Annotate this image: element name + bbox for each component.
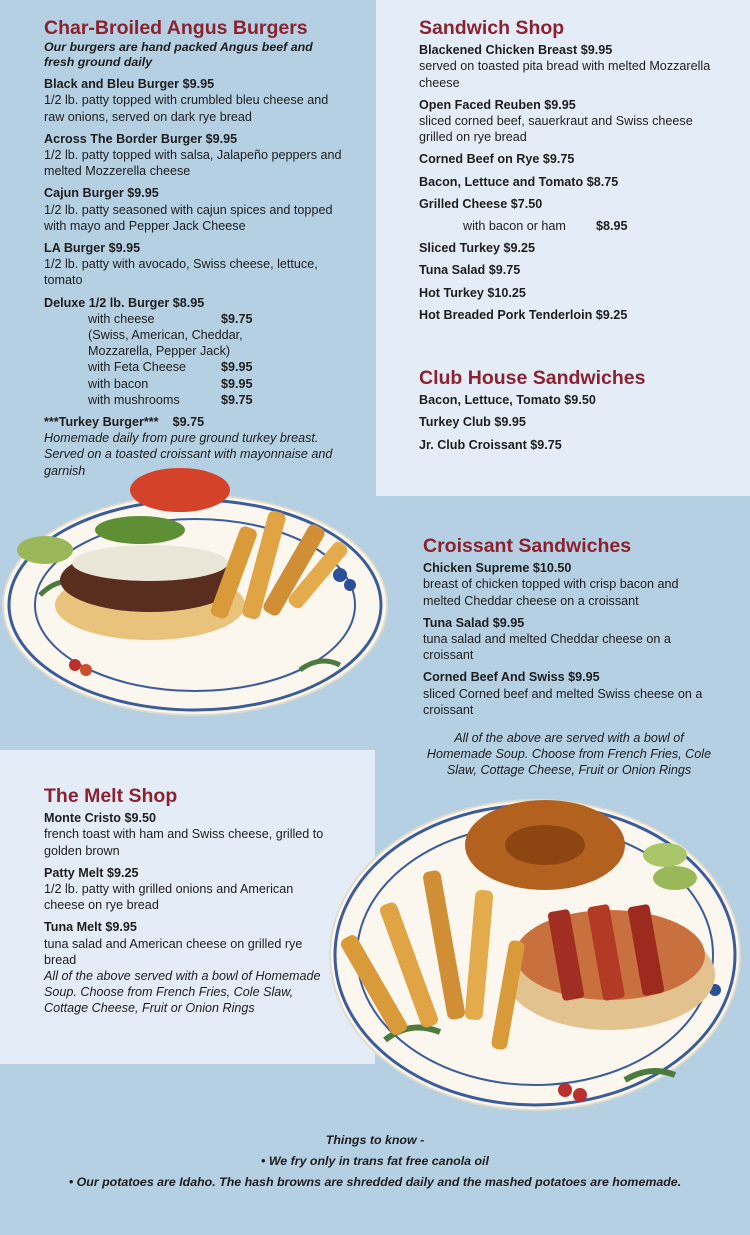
turkey-header (44, 414, 344, 430)
menu-item: Jr. Club Croissant $9.75 (419, 437, 562, 452)
item-desc: sliced corned beef, sauerkraut and Swiss cheese grilled on rye bread (419, 114, 693, 145)
option-price: $9.75 (221, 311, 253, 326)
menu-item: Grilled Cheese $7.50 (419, 196, 543, 211)
menu-item: Hot Breaded Pork Tenderloin $9.25 (419, 307, 628, 322)
footer-heading: Things to know - (325, 1133, 425, 1147)
option-row (419, 218, 719, 234)
menu-item: Bacon, Lettuce and Tomato $8.75 (419, 174, 619, 189)
menu-item (44, 865, 334, 914)
croissant-title: Croissant Sandwiches (423, 535, 632, 557)
item-name: Open Faced Reuben $9.95 (419, 97, 576, 112)
menu-item (423, 669, 715, 718)
option-label: with cheese (88, 311, 155, 326)
item-name: Tuna Melt $9.95 (44, 920, 137, 935)
option-price: $8.95 (596, 219, 628, 234)
item-desc: 1/2 lb. patty seasoned with cajun spices and topped with mayo and Pepper Jack Cheese (44, 202, 333, 233)
footer (0, 1130, 750, 1193)
option-row (44, 376, 344, 392)
menu-item (44, 810, 334, 859)
item-name: Across The Border Burger $9.95 (44, 131, 238, 146)
menu-item: Corned Beef on Rye $9.75 (419, 152, 575, 167)
item-name: Cajun Burger $9.95 (44, 186, 159, 201)
menu-item (419, 97, 719, 146)
menu-item (423, 615, 715, 664)
menu-item: Hot Turkey $10.25 (419, 285, 526, 300)
item-desc: 1/2 lb. patty with avocado, Swiss cheese, lettuce, tomato (44, 257, 318, 288)
item-name: Monte Cristo $9.50 (44, 811, 156, 826)
item-desc: served on toasted pita bread with melted Mozzarella cheese (419, 59, 711, 90)
menu-item-turkey (44, 414, 344, 479)
menu-item (423, 560, 715, 609)
menu-item: Sliced Turkey $9.25 (419, 241, 535, 256)
sandwich-section (419, 17, 719, 323)
menu-item: Tuna Salad $9.75 (419, 263, 521, 278)
item-desc: 1/2 lb. patty with grilled onions and American cheese on rye bread (44, 882, 294, 913)
option-price: $9.95 (221, 360, 253, 375)
menu-item (44, 240, 344, 289)
item-desc: french toast with ham and Swiss cheese, grilled to golden brown (44, 827, 324, 858)
menu-item (44, 919, 334, 968)
option-row (44, 327, 344, 359)
melt-note: All of the above served with a bowl of Homemade Soup. Choose from French Fries, Cole Slaw, Cottage Cheese, Fruit or Onion Rings (44, 969, 321, 1016)
croissant-plate-image (325, 790, 743, 1120)
menu-item (44, 76, 344, 125)
club-section (419, 367, 719, 453)
melt-section (44, 785, 334, 1017)
item-desc: tuna salad and American cheese on grilled rye bread (44, 936, 303, 967)
item-name: Blackened Chicken Breast $9.95 (419, 43, 613, 58)
croissant-section (423, 535, 715, 779)
option-label: with Feta Cheese (88, 360, 187, 375)
option-row (44, 392, 344, 408)
menu-item (419, 42, 719, 91)
menu-item: Bacon, Lettuce, Tomato $9.50 (419, 393, 596, 408)
burger-plate-image (0, 465, 395, 720)
option-price: $9.75 (221, 392, 253, 407)
footer-line: • Our potatoes are Idaho. The hash browns are shredded daily and the mashed potatoes are homemade. (68, 1175, 682, 1189)
menu-item-deluxe (44, 295, 344, 408)
club-title: Club House Sandwiches (419, 367, 646, 389)
item-desc: 1/2 lb. patty topped with crumbled bleu cheese and raw onions, served on dark rye bread (44, 93, 329, 124)
melt-title: The Melt Shop (44, 785, 178, 807)
item-name: Black and Bleu Burger $9.95 (44, 77, 215, 92)
option-row (44, 359, 344, 375)
footer-line: • We fry only in trans fat free canola oil (261, 1154, 489, 1168)
option-label: with mushrooms (88, 392, 180, 407)
croissant-note: All of the above are served with a bowl of Homemade Soup. Choose from French Fries, Cole Slaw, Cottage Cheese, Fruit or Onion Rings (426, 731, 712, 778)
burgers-section (44, 17, 344, 479)
burgers-subtitle: Our burgers are hand packed Angus beef and fresh ground daily (44, 40, 313, 70)
option-label: with bacon or ham (463, 219, 566, 234)
sandwich-title: Sandwich Shop (419, 17, 565, 39)
menu-item (44, 131, 344, 180)
burgers-title: Char-Broiled Angus Burgers (44, 17, 308, 39)
menu-item (44, 185, 344, 234)
item-name: Deluxe 1/2 lb. Burger $8.95 (44, 295, 205, 310)
option-label: with bacon (88, 376, 149, 391)
item-desc: sliced Corned beef and melted Swiss cheese on a croissant (423, 686, 703, 717)
item-name: Corned Beef And Swiss $9.95 (423, 670, 600, 685)
item-name: Patty Melt $9.25 (44, 865, 139, 880)
item-name: Tuna Salad $9.95 (423, 615, 525, 630)
item-name: Chicken Supreme $10.50 (423, 561, 572, 576)
item-price: $9.75 (172, 415, 205, 430)
item-desc: breast of chicken topped with crisp bacon and melted Cheddar cheese on a croissant (423, 577, 679, 608)
item-desc: Homemade daily from pure ground turkey breast. Served on a toasted croissant with mayonnaise and garnish (44, 431, 333, 478)
option-row (44, 311, 344, 327)
option-price: $9.95 (221, 376, 253, 391)
option-label: (Swiss, American, Cheddar, Mozzarella, Pepper Jack) (88, 328, 243, 359)
menu-item: Turkey Club $9.95 (419, 415, 526, 430)
item-desc: tuna salad and melted Cheddar cheese on a croissant (423, 632, 671, 663)
item-name: ***Turkey Burger*** (44, 415, 159, 430)
item-desc: 1/2 lb. patty topped with salsa, Jalapeño peppers and melted Mozzerella cheese (44, 148, 342, 179)
item-name: LA Burger $9.95 (44, 241, 141, 256)
